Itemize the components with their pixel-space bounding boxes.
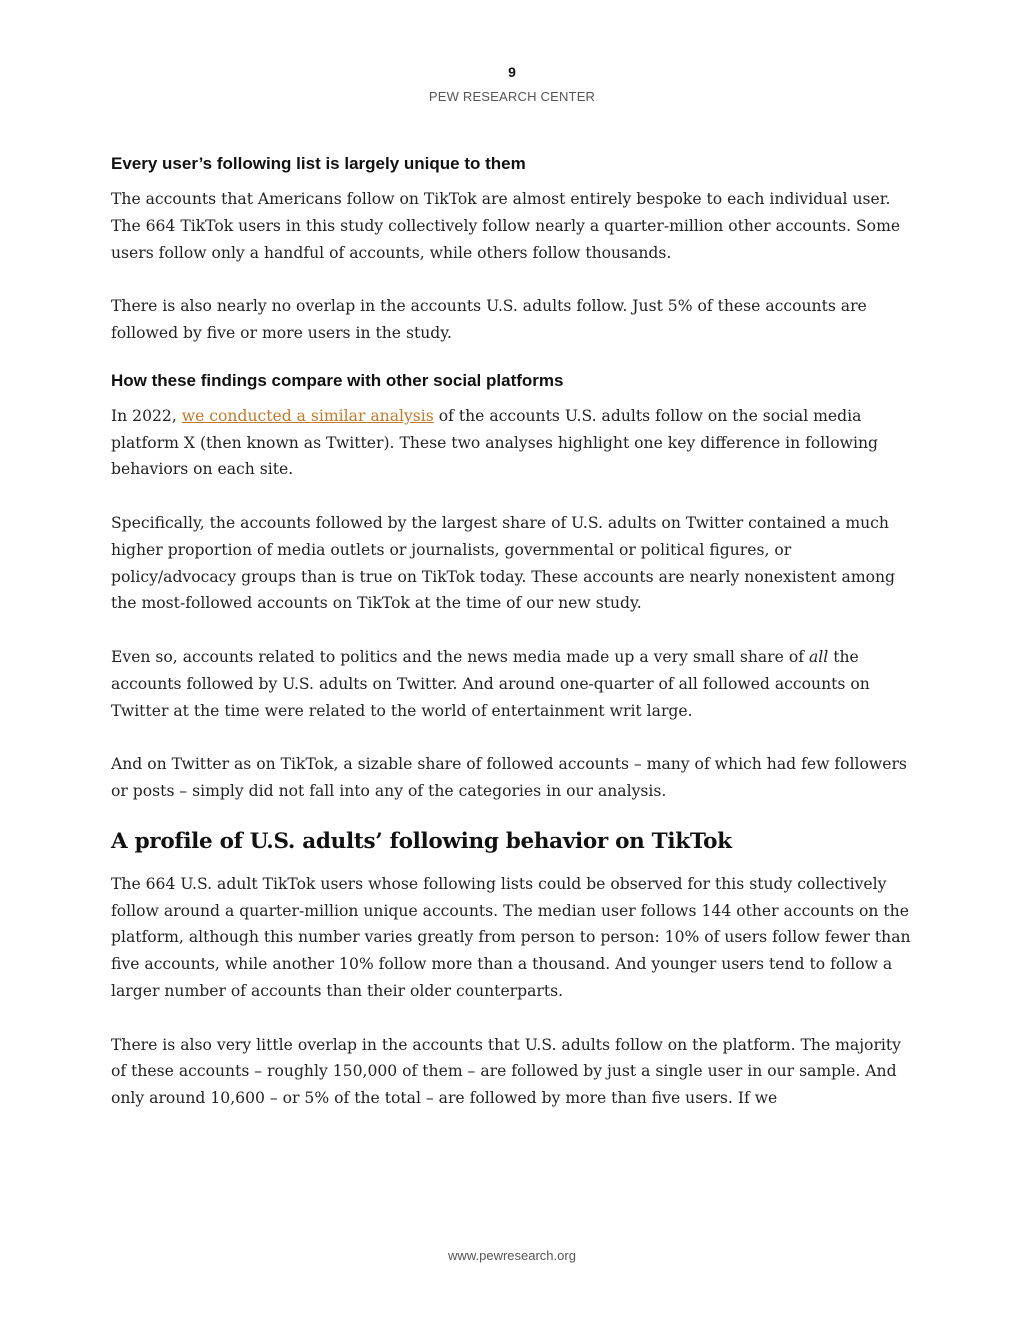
subhead-unique-following: Every user’s following list is largely unique to them	[111, 154, 526, 173]
paragraph: The 664 U.S. adult TikTok users whose following lists could be observed for this study collectively follow around a quarter-million unique accounts. The median user follows 144 other accounts on the platform, although this number varies greatly from person to person: 10% of users follow fewer than five accounts, while another 10% follow more than a thousand. And younger users tend to follow a larger number of accounts than their older counterparts.	[111, 874, 911, 1000]
similar-analysis-link[interactable]: we conducted a similar analysis	[181, 406, 434, 425]
subhead-compare-platforms: How these findings compare with other social platforms	[111, 370, 564, 390]
paragraph: There is also nearly no overlap in the accounts U.S. adults follow. Just 5% of these accounts are followed by five or more users in the study.	[111, 297, 867, 342]
emphasis-text: all	[808, 647, 829, 666]
paragraph: There is also very little overlap in the accounts that U.S. adults follow on the platform. The majority of these accounts – roughly 150,000 of them – are followed by just a single user in our sample. And only around 10,600 – or 5% of the total – are followed by more than five users. If we	[111, 1035, 901, 1108]
footer-url: www.pewresearch.org	[448, 1248, 576, 1263]
paragraph	[111, 644, 921, 724]
paragraph	[111, 403, 921, 483]
paragraph: Specifically, the accounts followed by the largest share of U.S. adults on Twitter contained a much higher proportion of media outlets or journalists, governmental or political figures, or policy/advocacy groups than is true on TikTok today. These accounts are nearly nonexistent among the most-followed accounts on TikTok at the time of our new study.	[111, 513, 896, 613]
organization-header: PEW RESEARCH CENTER	[428, 89, 596, 104]
paragraph-text: Even so, accounts related to politics and the news media made up a very small share of	[111, 647, 809, 666]
article-body	[111, 152, 921, 1139]
paragraph-text: In 2022,	[111, 406, 182, 425]
page-number: 9	[508, 64, 516, 80]
paragraph-text: the accounts followed by U.S. adults on Twitter. And around one-quarter of all followed accounts on Twitter at the time were related to the world of entertainment writ large.	[111, 647, 870, 720]
paragraph: The accounts that Americans follow on TikTok are almost entirely bespoke to each individual user. The 664 TikTok users in this study collectively follow nearly a quarter-million other accounts. Some users follow only a handful of accounts, while others follow thousands.	[111, 190, 901, 262]
paragraph: And on Twitter as on TikTok, a sizable share of followed accounts – many of which had few followers or posts – simply did not fall into any of the categories in our analysis.	[111, 755, 907, 800]
paragraph-text: of the accounts U.S. adults follow on the social media platform X (then known as Twitter). These two analyses highlight one key difference in following behaviors on each site.	[111, 406, 879, 479]
section-heading: A profile of U.S. adults’ following behavior on TikTok	[111, 828, 732, 854]
